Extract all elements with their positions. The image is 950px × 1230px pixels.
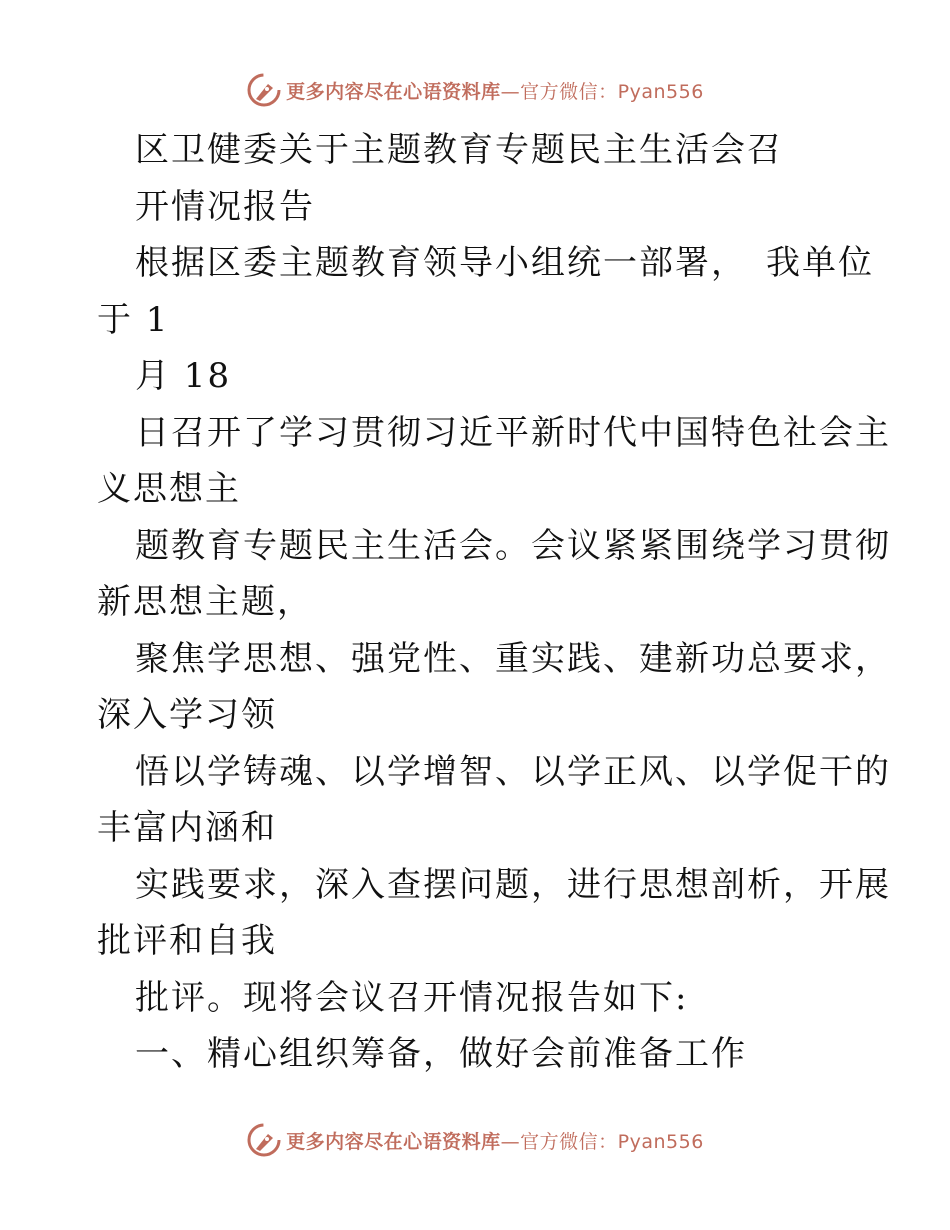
watermark-brand: 更多内容尽在心语资料库 [286, 80, 501, 103]
watermark-text [286, 1127, 704, 1154]
pen-nib-logo-icon [246, 1122, 282, 1158]
paragraph-line: 新思想主题， [97, 582, 313, 622]
paragraph-line: 根据区委主题教育领导小组统一部署， 我单位 [135, 243, 874, 283]
paragraph-line: 义思想主 [97, 469, 241, 509]
doc-title-line-1: 区卫健委关于主题教育专题民主生活会召 [135, 130, 783, 170]
paragraph-line: 月 18 [135, 356, 232, 396]
paragraph-line: 实践要求，深入查摆问题，进行思想剖析，开展 [135, 864, 891, 905]
watermark-contact: 官方微信：Pyan556 [520, 1130, 704, 1153]
section-heading: 一、精心组织筹备，做好会前准备工作 [135, 1034, 747, 1074]
paragraph-line: 深入学习领 [97, 695, 277, 735]
paragraph-line: 悟以学铸魂、以学增智、以学正风、以学促干的 [135, 751, 891, 792]
watermark-text [286, 77, 704, 104]
watermark-dash: — [500, 80, 521, 103]
watermark-footer [0, 1120, 950, 1160]
paragraph-line: 批评和自我 [97, 921, 277, 961]
paragraph-line: 日召开了学习贯彻习近平新时代中国特色社会主 [135, 412, 891, 453]
paragraph-line: 批评。现将会议召开情况报告如下: [135, 977, 689, 1018]
paragraph-line: 题教育专题民主生活会。会议紧紧围绕学习贯彻 [135, 525, 891, 566]
paragraph-line: 于 1 [97, 299, 170, 340]
watermark-header [0, 70, 950, 110]
watermark-brand: 更多内容尽在心语资料库 [286, 1130, 501, 1153]
watermark-dash: — [500, 1130, 521, 1153]
doc-title-line-2: 开情况报告 [135, 186, 315, 227]
watermark-contact: 官方微信：Pyan556 [520, 80, 704, 103]
pen-nib-logo-icon [246, 72, 282, 108]
paragraph-line: 聚焦学思想、强党性、重实践、建新功总要求， [135, 638, 891, 679]
document-body [97, 122, 891, 1083]
paragraph-line: 丰富内涵和 [97, 808, 277, 848]
